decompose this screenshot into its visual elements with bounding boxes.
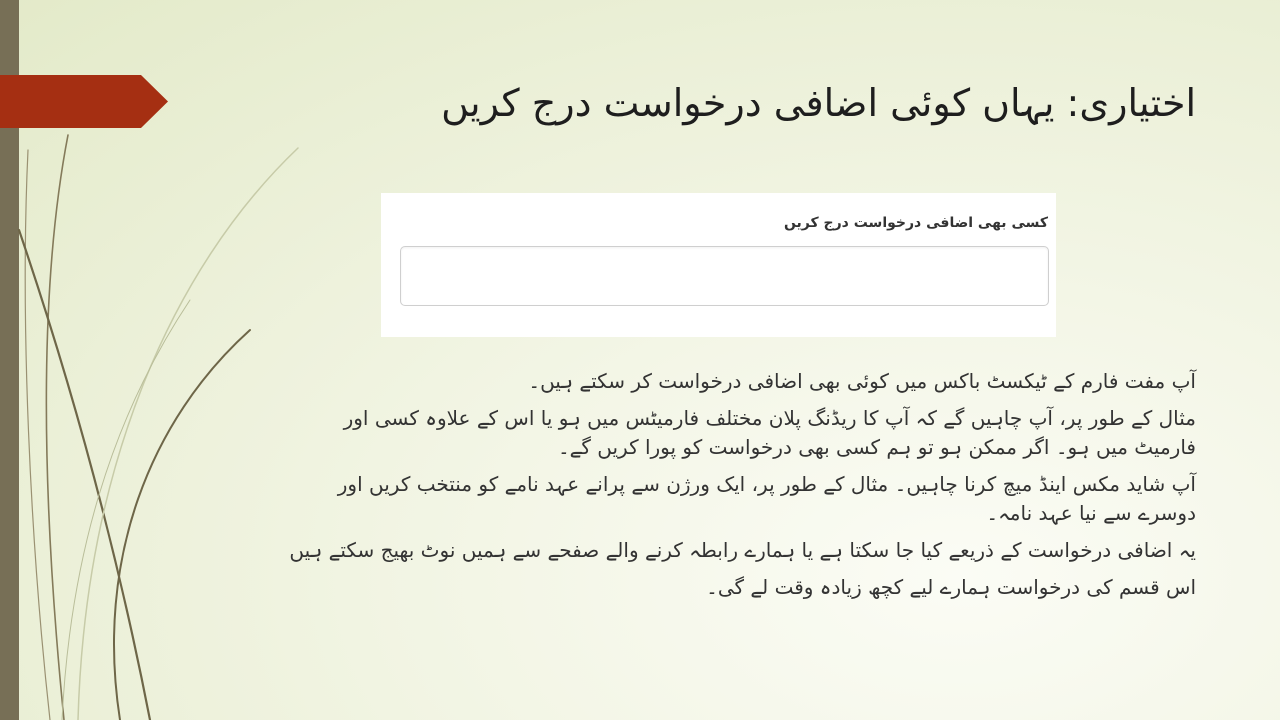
- paragraph: مثال کے طور پر، آپ چاہیں گے کہ آپ کا ریڈنگ پلان مختلف فارمیٹس میں ہو یا اس کے علاوہ کسی اور فارمیٹ میں ہو۔ اگر ممکن ہو تو ہم کسی بھی درخواست کو پورا کریں گے۔: [343, 406, 1196, 459]
- slide-body: [276, 367, 1196, 610]
- paragraph: اس قسم کی درخواست ہمارے لیے کچھ زیادہ وقت لے گی۔: [706, 575, 1196, 599]
- additional-request-textarea[interactable]: [400, 246, 1049, 306]
- title-arrow-marker: [0, 75, 168, 128]
- paragraph: آپ شاید مکس اینڈ میچ کرنا چاہیں۔ مثال کے طور پر، ایک ورژن سے پرانے عہد نامے کو منتخب کریں اور دوسرے سے نیا عہد نامہ۔: [337, 472, 1196, 525]
- paragraph: یہ اضافی درخواست کے ذریعے کیا جا سکتا ہے یا ہمارے رابطہ کرنے والے صفحے سے ہمیں نوٹ بھیج سکتے ہیں: [289, 538, 1196, 562]
- slide-title: اختیاری: یہاں کوئی اضافی درخواست درج کریں: [441, 81, 1196, 125]
- form-screenshot: [381, 193, 1056, 337]
- form-field-label: کسی بھی اضافی درخواست درج کریں: [783, 215, 1048, 231]
- paragraph: آپ مفت فارم کے ٹیکسٹ باکس میں کوئی بھی اضافی درخواست کر سکتے ہیں۔: [528, 369, 1196, 393]
